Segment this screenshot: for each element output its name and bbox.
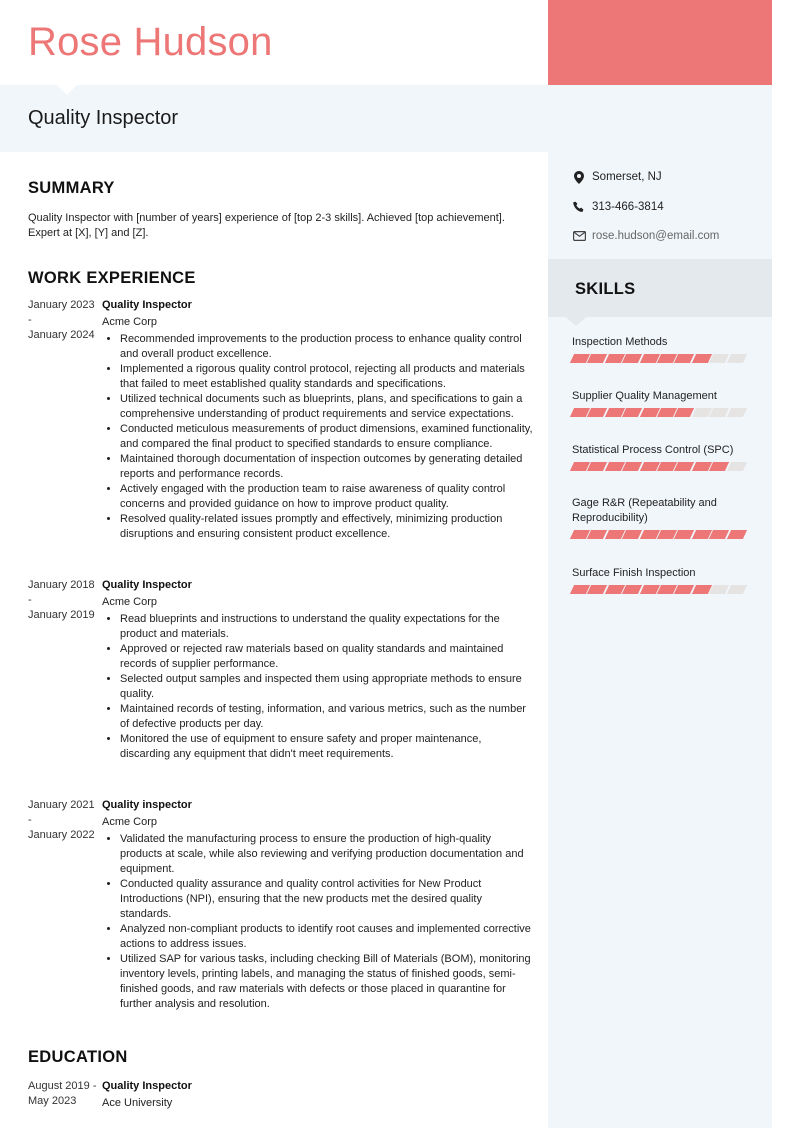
skills-heading: SKILLS <box>575 280 636 298</box>
job-body <box>102 298 533 542</box>
summary-heading: SUMMARY <box>28 179 115 197</box>
contact-email[interactable] <box>572 229 762 243</box>
job-role: Quality Inspector <box>102 579 192 591</box>
contact-location <box>572 170 762 184</box>
job-start-date: January 2018 <box>28 579 95 591</box>
job-bullet: • Selected output samples and inspected them using appropriate methods to ensure quality. <box>120 672 533 702</box>
envelope-icon <box>572 229 586 243</box>
job-dates <box>28 298 102 542</box>
skill-item <box>572 496 757 539</box>
location-text: Somerset, NJ <box>592 171 662 183</box>
job-bullet: • Maintained thorough documentation of inspection outcomes by generating detailed reports and performance records. <box>120 452 533 482</box>
summary-text: Quality Inspector with [number of years] experience of [top 2-3 skills]. Achieved [top achievement]. Expert at [X], [Y] and [Z]. <box>28 212 505 239</box>
date-separator: - <box>28 814 32 826</box>
email-link[interactable]: rose.hudson@email.com <box>592 230 720 242</box>
skill-level-bar <box>572 408 757 417</box>
job-body <box>102 578 533 762</box>
job-end-date: January 2024 <box>28 329 95 341</box>
skill-segment-empty <box>726 408 746 417</box>
job-bullet: • Actively engaged with the production team to raise awareness of quality control concerns and provided guidance on how to improve product quality. <box>120 482 533 512</box>
skills-notch <box>566 317 586 326</box>
skill-item <box>572 335 757 363</box>
job-end-date: January 2019 <box>28 609 95 621</box>
skill-name: Supplier Quality Management <box>572 390 717 402</box>
job-company: Acme Corp <box>102 816 158 828</box>
education-entry <box>28 1079 533 1111</box>
map-pin-icon <box>572 170 586 184</box>
job-role: Quality Inspector <box>102 299 192 311</box>
education-body <box>102 1079 533 1111</box>
job-body <box>102 798 533 1012</box>
skill-segment-filled <box>726 530 746 539</box>
skill-level-bar <box>572 530 757 539</box>
skill-name: Surface Finish Inspection <box>572 567 696 579</box>
education-school: Ace University <box>102 1097 173 1109</box>
work-experience-heading: WORK EXPERIENCE <box>28 269 196 287</box>
phone-text: 313-466-3814 <box>592 201 664 213</box>
job-bullet: • Maintained records of testing, information, and various metrics, such as the number of defective products per day. <box>120 702 533 732</box>
skill-name: Statistical Process Control (SPC) <box>572 444 734 456</box>
job-start-date: January 2021 <box>28 799 95 811</box>
job-bullet: • Validated the manufacturing process to ensure the production of high-quality products at scale, while also reviewing and verifying production documentation and equipment. <box>120 832 533 877</box>
job-entry <box>28 578 533 762</box>
job-bullets <box>102 332 533 542</box>
education-degree: Quality Inspector <box>102 1080 192 1092</box>
skill-name: Inspection Methods <box>572 336 668 348</box>
skill-item <box>572 389 757 417</box>
skill-segment-empty <box>726 354 746 363</box>
job-bullets <box>102 832 533 1012</box>
job-start-date: January 2023 <box>28 299 95 311</box>
job-bullet: • Utilized SAP for various tasks, including checking Bill of Materials (BOM), monitoring inventory levels, printing labels, and managing the status of finished goods, semi-finished goods, and raw materials with defects or those placed in quarantine for further analysis and resolution. <box>120 952 533 1012</box>
date-separator: - <box>28 314 32 326</box>
title-notch <box>57 85 77 95</box>
education-dates: August 2019 - May 2023 <box>28 1080 97 1107</box>
job-title: Quality Inspector <box>28 107 179 129</box>
job-bullet: • Approved or rejected raw materials based on quality standards and maintained records of supplier performance. <box>120 642 533 672</box>
skill-name: Gage R&R (Repeatability and Reproducibility) <box>572 497 717 524</box>
job-bullet: • Read blueprints and instructions to understand the quality expectations for the product and materials. <box>120 612 533 642</box>
contact-phone <box>572 200 762 214</box>
job-bullet: • Analyzed non-compliant products to identify root causes and implemented corrective actions to address issues. <box>120 922 533 952</box>
job-bullet: • Monitored the use of equipment to ensure safety and proper maintenance, discarding any equipment that didn't meet requirements. <box>120 732 533 762</box>
skill-segment-empty <box>726 585 746 594</box>
candidate-name: Rose Hudson <box>28 20 273 64</box>
job-dates <box>28 798 102 1012</box>
skill-item <box>572 566 757 594</box>
header-accent-block <box>548 0 772 85</box>
date-separator: - <box>28 594 32 606</box>
job-bullet: • Resolved quality-related issues promptly and effectively, minimizing production disruptions and ensuring consistent product excellence. <box>120 512 533 542</box>
job-bullet: • Conducted meticulous measurements of product dimensions, examined functionality, and compared the final product to specified standards to ensure compliance. <box>120 422 533 452</box>
job-bullet: • Recommended improvements to the production process to enhance quality control and overall product excellence. <box>120 332 533 362</box>
job-company: Acme Corp <box>102 596 158 608</box>
skill-segment-empty <box>726 462 746 471</box>
job-end-date: January 2022 <box>28 829 95 841</box>
skill-level-bar <box>572 354 757 363</box>
education-heading: EDUCATION <box>28 1048 128 1066</box>
job-bullet: • Conducted quality assurance and quality control activities for New Product Introductions (NPI), ensuring that the new products met the desired quality standards. <box>120 877 533 922</box>
job-role: Quality inspector <box>102 799 192 811</box>
job-entry <box>28 798 533 1012</box>
job-entry <box>28 298 533 542</box>
job-company: Acme Corp <box>102 316 158 328</box>
skill-level-bar <box>572 585 757 594</box>
skill-item <box>572 443 757 471</box>
skill-level-bar <box>572 462 757 471</box>
job-bullet: • Implemented a rigorous quality control protocol, rejecting all products and materials that failed to meet established quality standards and specifications. <box>120 362 533 392</box>
phone-icon <box>572 200 586 214</box>
job-dates <box>28 578 102 762</box>
job-bullets <box>102 612 533 762</box>
main-column <box>28 152 533 1111</box>
job-bullet: • Utilized technical documents such as blueprints, plans, and specifications to gain a comprehensive understanding of product requirements and service expectations. <box>120 392 533 422</box>
